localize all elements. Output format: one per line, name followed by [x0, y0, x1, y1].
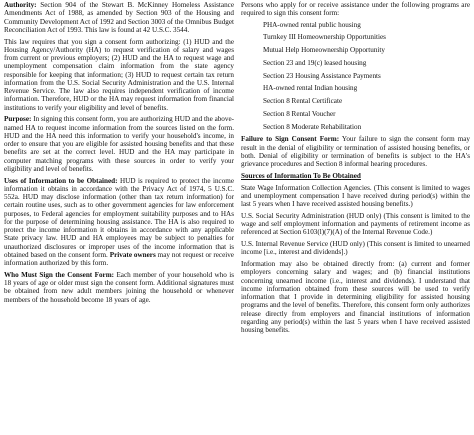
program-item: HA-owned rental Indian housing	[263, 84, 358, 93]
who-must-sign-paragraph	[4, 271, 234, 304]
program-item: Mutual Help Homeownership Opportunity	[263, 46, 385, 54]
source-state-wage: State Wage Information Collection Agencies. (This consent is limited to wages and unemployment compensation I have received during period(s) within the last 5 years when I have received assisted housing benefits.)	[241, 183, 470, 208]
program-item: Section 23 and 19(c) leased housing	[263, 58, 367, 67]
purpose-paragraph	[4, 115, 234, 173]
sources-heading: Sources of Information To Be Obtained	[241, 172, 361, 181]
program-item: Section 23 Housing Assistance Payments	[263, 71, 381, 80]
source-irs: U.S. Internal Revenue Service (HUD only) (This consent is limited to unearned income [i.e., interest and dividends].)	[241, 240, 470, 257]
private-owners-text: may not request or receive information authorized by this form.	[4, 250, 234, 267]
uses-label: Uses of Information to be Obtained:	[4, 176, 118, 185]
who-must-sign-text: Each member of your household who is 18 years of age or older must sign the consent form. Additional signatures must be obtained from new adult members joining the household or whenever members of the household become 18 years of age.	[4, 270, 234, 304]
right-column	[241, 1, 470, 338]
program-item: Turnkey III Homeownership Opportunities	[263, 33, 386, 42]
uses-paragraph	[4, 177, 234, 268]
source-ssa: U.S. Social Security Administration (HUD only) (This consent is limited to the wage and self employment information and payments of retirement income as referenced at Section 6103(l)(7)(A) of the Internal Revenue Code.)	[241, 211, 470, 237]
authority-label: Authority:	[4, 1, 37, 9]
uses-text: HUD is required to protect the income information it obtains in accordance with the Privacy Act of 1974, 5 U.S.C. 552a. HUD may disclose information (other than tax return information) for certain routine uses, such as to other government agencies for law enforcement purposes, to Federal agencies for employment suitability purposes and to HAs for the purpose of determining housing assistance. The HA is also required to protect the income information it obtains in accordance with any applicable State privacy law. HUD and HA employees may be subject to penalties for unauthorized disclosures or improper uses of the income information that is obtained based on the consent form.	[4, 176, 234, 259]
program-item: Section 8 Rental Voucher	[263, 109, 336, 118]
authority-text: Section 904 of the Stewart B. McKinney Homeless Assistance Amendments Act of 1988, as amended by Section 903 of the Housing and Community Development Act of 1992 and Section 3003 of the Omnibus Budget Reconciliation Act of 1993. This law is found at 42 U.S.C. 3544.	[4, 1, 234, 34]
program-item: Section 8 Moderate Rehabilitation	[263, 122, 362, 131]
purpose-text: In signing this consent form, you are authorizing HUD and the above-named HA to request income information from the sources listed on the form. HUD and the HA need this information to verify your household's income, in order to ensure that you are eligible for assisted housing benefits and that these benefits are set at the correct level. HUD and the HA may participate in computer matching programs with these sources in order to verify your eligibility and level of benefits.	[4, 115, 234, 173]
failure-text: Your failure to sign the consent form may result in the denial of eligibility or termination of assisted housing benefits, or both. Denial of eligibility or termination of benefits is subject to the HA's grievance procedures and Section 8 informal hearing procedures.	[241, 135, 470, 168]
who-must-sign-label: Who Must Sign the Consent Form:	[4, 270, 115, 279]
failure-paragraph	[241, 135, 470, 168]
program-list	[263, 21, 470, 131]
authority-paragraph	[4, 1, 234, 34]
failure-label: Failure to Sign Consent Form:	[241, 135, 340, 144]
consent-authorizing-paragraph: This law requires that you sign a consent form authorizing: (1) HUD and the Housing Agency/Authority (HA) to request verification of salary and wages from current or previous employers; (2) HUD and the HA to request wage and unemployment compensation claim information from the state agency responsible for keeping that information; (3) HUD to request certain tax return information from the U.S. Social Security Administration and the U.S. Internal Revenue Service. The law also requires independent verification of income information. Therefore, HUD or the HA may request information from financial institutions to verify your eligibility and level of benefits.	[4, 37, 234, 112]
employers-financial-paragraph: Information may also be obtained directly from: (a) current and former employers concerning salary and wages; and (b) financial institutions concerning unearned income (i.e., interest and dividends). I understand that income information obtained from these sources will be used to verify information that I provide in determining eligibility for assisted housing programs and the level of benefits. Therefore, this consent form only authorizes release directly from employers and financial institutions of information regarding any period(s) within the last 5 years when I have received assisted housing benefits.	[241, 260, 470, 334]
private-owners-label: Private owners	[109, 250, 156, 259]
purpose-label: Purpose:	[4, 115, 32, 124]
persons-intro-paragraph: Persons who apply for or receive assistance under the following programs are required to sign this consent form:	[241, 1, 470, 18]
program-item: Section 8 Rental Certificate	[263, 97, 343, 105]
program-item: PHA-owned rental public housing	[263, 20, 361, 29]
left-column	[4, 1, 234, 307]
